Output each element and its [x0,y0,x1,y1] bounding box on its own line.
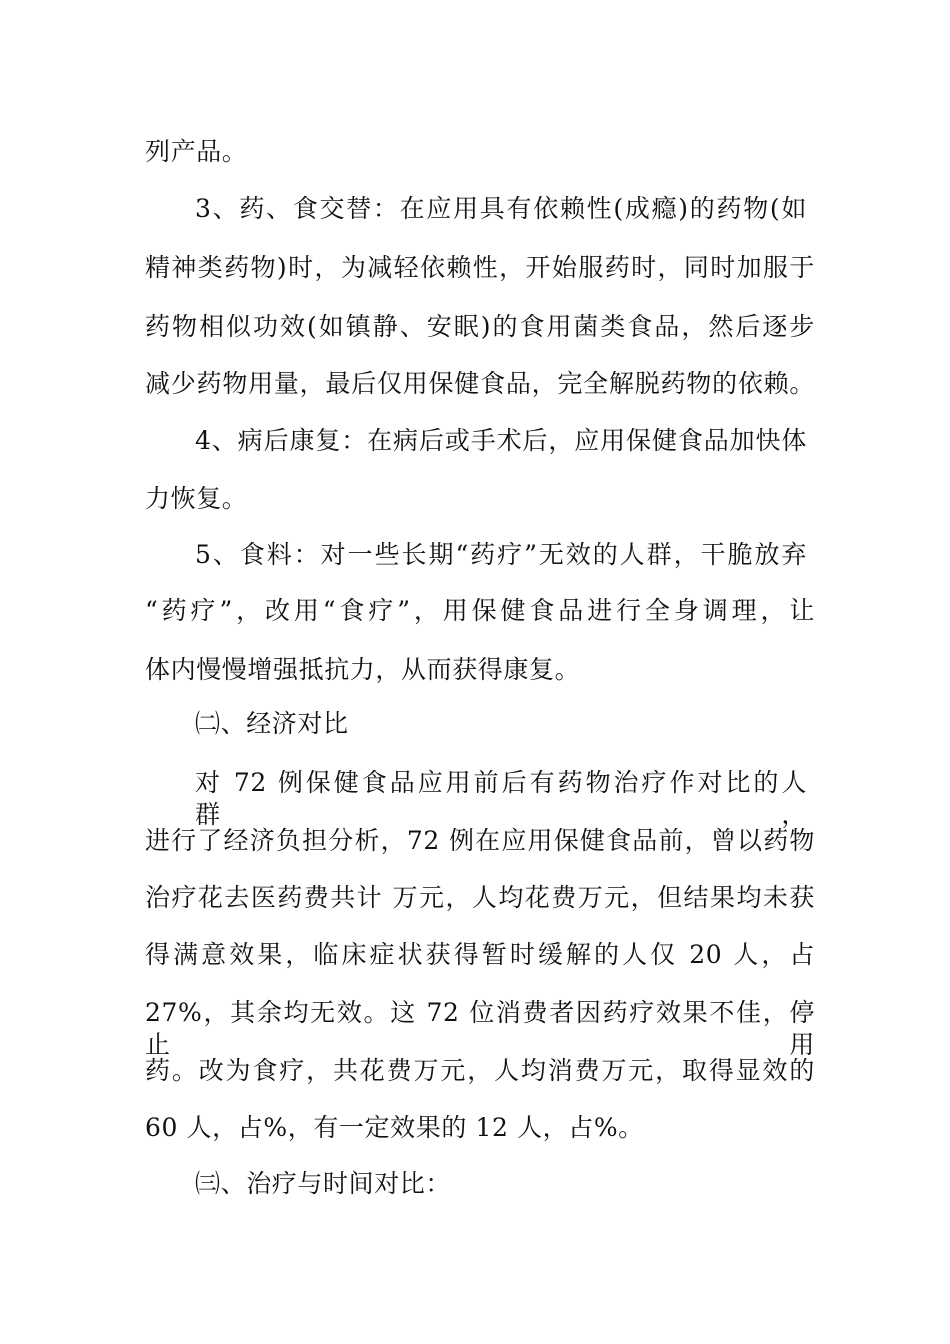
text-line: 药物相似功效(如镇静、安眠)的食用菌类食品，然后逐步 [145,312,815,341]
text-line: 4、病后康复：在病后或手术后，应用保健食品加快体 [195,426,807,455]
text-line: 5、食料：对一些长期“药疗”无效的人群，干脆放弃 [195,540,807,569]
text-line: 27%，其余均无效。这 72 位消费者因药疗效果不佳，停止用 [145,998,815,1059]
text-line: 对 72 例保健食品应用前后有药物治疗作对比的人群， [195,768,807,829]
text-line: 60 人，占%，有一定效果的 12 人，占%。 [145,1113,644,1142]
section-heading: ㈢、治疗与时间对比： [195,1169,452,1198]
text-line: 体内慢慢增强抵抗力，从而获得康复。 [145,655,581,684]
text-line: “药疗”，改用“食疗”，用保健食品进行全身调理，让 [145,596,815,625]
text-line: 治疗花去医药费共计 万元，人均花费万元，但结果均未获 [145,883,815,912]
text-line: 进行了经济负担分析，72 例在应用保健食品前，曾以药物 [145,826,815,855]
text-line: 药。改为食疗，共花费万元，人均消费万元，取得显效的 [145,1056,815,1085]
text-line: 减少药物用量，最后仅用保健食品，完全解脱药物的依赖。 [145,369,815,398]
text-line: 3、药、食交替：在应用具有依赖性(成瘾)的药物(如 [195,194,807,223]
text-line: 力恢复。 [145,484,248,513]
text-line: 精神类药物)时，为减轻依赖性，开始服药时，同时加服于 [145,253,815,282]
text-line: 得满意效果，临床症状获得暂时缓解的人仅 20 人，占 [145,940,815,969]
text-line: 列产品。 [145,137,248,166]
section-heading: ㈡、经济对比 [195,709,349,738]
